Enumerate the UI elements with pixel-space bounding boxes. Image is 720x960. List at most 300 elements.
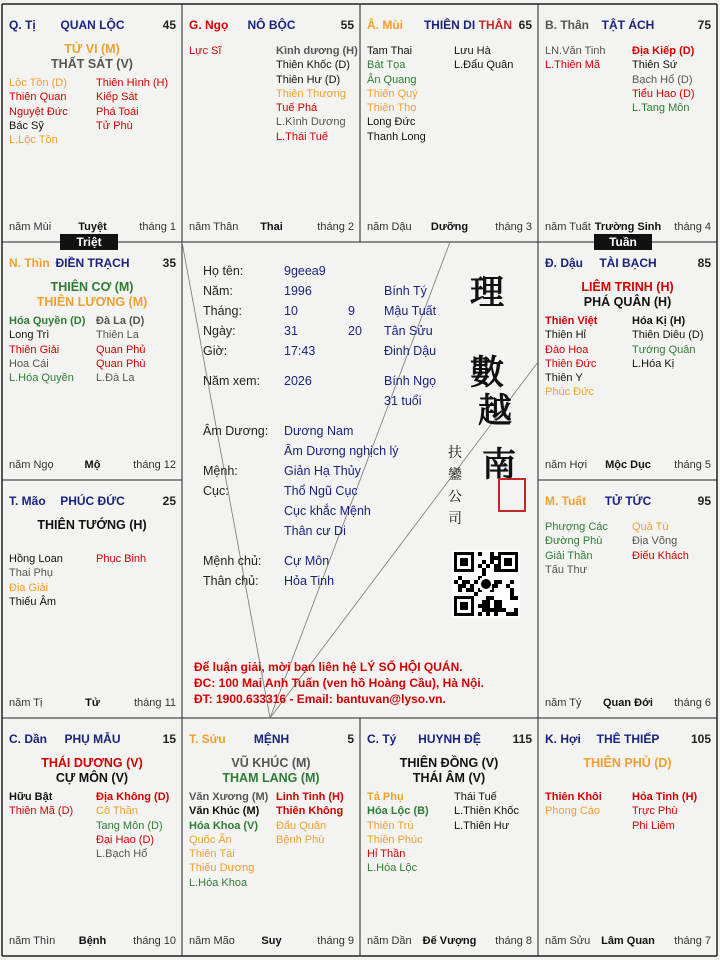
- qr-module: [490, 552, 494, 556]
- star: L.Thiên Mã: [545, 59, 601, 72]
- qr-module: [458, 576, 462, 580]
- palace-number: 85: [697, 256, 711, 270]
- palace-4[interactable]: [538, 242, 717, 480]
- main-star: THIÊN TƯỚNG (H): [37, 518, 147, 532]
- info-label: Tháng:: [203, 304, 242, 318]
- palace-month: tháng 4: [674, 221, 711, 233]
- main-star: LIÊM TRINH (H): [581, 280, 674, 294]
- palace-footer: [9, 221, 176, 234]
- center-panel: [182, 242, 538, 718]
- red-seal: [498, 478, 526, 512]
- palace-footer: [545, 221, 711, 234]
- calligraphy-char: 南: [482, 445, 516, 485]
- qr-module: [462, 584, 466, 588]
- main-star: PHÁ QUÂN (H): [583, 295, 672, 309]
- seal-char: 扶: [448, 445, 462, 461]
- star: Thiên Sứ: [632, 59, 678, 72]
- palace-stage: Tuyệt: [78, 221, 107, 233]
- star: L.Kình Dương: [276, 116, 346, 129]
- star: Hồng Loan: [9, 553, 63, 565]
- palace-footer: [545, 697, 711, 710]
- info-canchi: Bính Tý: [384, 284, 427, 298]
- palace-branch: C. Tý: [367, 732, 397, 746]
- palace-branch: B. Thân: [545, 18, 589, 32]
- am-duong-label: Âm Dương:: [203, 424, 269, 438]
- star: Văn Khúc (M): [189, 805, 260, 818]
- palace-footer: [9, 697, 176, 710]
- palace-name: NÔ BỘC: [247, 18, 296, 32]
- palace-branch: Â. Mùi: [367, 18, 403, 32]
- palace-header: [9, 732, 176, 746]
- info-label: Năm:: [203, 284, 233, 298]
- star: Tử Phù: [96, 119, 133, 132]
- qr-module: [498, 600, 502, 604]
- qr-module: [470, 584, 474, 588]
- qr-module: [482, 572, 486, 576]
- age: 31 tuổi: [384, 394, 422, 408]
- info-value: 2026: [284, 374, 312, 388]
- palace-month: tháng 12: [133, 459, 176, 471]
- star: Thiên Hình (H): [96, 77, 169, 89]
- stars-right: [632, 520, 689, 563]
- stars-right: [454, 790, 519, 833]
- star: Lực Sĩ: [189, 45, 222, 57]
- menh-chu-value: Cự Môn: [284, 554, 330, 568]
- qr-module: [498, 604, 502, 608]
- star: L.Hóa Quyền: [9, 372, 74, 385]
- palace-7[interactable]: [360, 718, 538, 956]
- calligraphy-char: 越: [478, 391, 512, 431]
- palace-name: TẬT ÁCH: [601, 18, 655, 32]
- qr-module: [482, 600, 486, 604]
- palace-11[interactable]: [2, 242, 182, 480]
- star: Phúc Đức: [545, 386, 594, 399]
- stars-right: [454, 44, 513, 73]
- qr-module: [478, 604, 482, 608]
- star: Thiên Khôi: [545, 791, 602, 803]
- palace-stage: Quan Đới: [603, 697, 653, 709]
- palace-month: tháng 6: [674, 697, 711, 709]
- palace-year: năm Dậu: [367, 221, 412, 233]
- star: Phong Cáo: [545, 805, 601, 818]
- stars-right: [276, 790, 344, 847]
- star: Hóa Kị (H): [632, 315, 686, 327]
- star: Phượng Các: [545, 521, 608, 533]
- star: Long Trì: [9, 329, 50, 342]
- palace-month: tháng 2: [317, 221, 354, 233]
- main-star: THÁI ÂM (V): [412, 771, 486, 785]
- than-chu-label: Thân chủ:: [203, 574, 259, 588]
- calligraphy-char: 數: [470, 353, 504, 393]
- star: L.Thái Tuế: [276, 130, 328, 143]
- palace-header: [9, 494, 176, 508]
- star: Đẩu Quân: [276, 819, 327, 832]
- palace-header: [545, 732, 711, 746]
- qr-module: [514, 612, 518, 616]
- palace-footer: [189, 935, 354, 948]
- star: Hỉ Thần: [367, 848, 406, 861]
- star: Địa Không (D): [96, 791, 170, 803]
- qr-module: [490, 596, 494, 600]
- than-marker: THÂN: [478, 18, 512, 32]
- palace-year: năm Mùi: [9, 221, 52, 233]
- qr-module: [510, 588, 514, 592]
- palace-name: MỆNH: [253, 732, 290, 746]
- palace-stage: Đế Vượng: [422, 935, 477, 947]
- menh-label: Mệnh:: [203, 464, 238, 478]
- star: Tấu Thư: [545, 563, 588, 576]
- palace-year: năm Mão: [189, 935, 235, 947]
- palace-stage: Trường Sinh: [594, 221, 662, 233]
- palace-number: 15: [162, 732, 176, 746]
- qr-module: [494, 580, 498, 584]
- qr-module: [510, 612, 514, 616]
- qr-module: [490, 560, 494, 564]
- star: Đại Hao (D): [96, 833, 155, 846]
- seal-char: 公: [448, 489, 462, 505]
- palace-name: THÊ THIẾP: [596, 732, 660, 746]
- star: Tang Môn (D): [96, 819, 163, 832]
- palace-footer: [367, 221, 532, 234]
- palace-footer: [189, 221, 354, 234]
- calligraphy-char: 理: [470, 273, 504, 313]
- stars-right: [632, 314, 704, 371]
- star: Thai Phụ: [9, 567, 54, 580]
- palace-header: [189, 732, 354, 746]
- palace-number: 35: [162, 256, 176, 270]
- info-value: 10: [284, 304, 298, 318]
- star: Văn Xương (M): [189, 791, 269, 803]
- stars-left: [545, 790, 602, 819]
- qr-module: [494, 608, 498, 612]
- palace-header: [9, 256, 176, 270]
- stars-right: [96, 76, 168, 133]
- star: LN.Văn Tinh: [545, 45, 606, 57]
- stars-left: [367, 790, 429, 876]
- star: L.Đẩu Quân: [454, 59, 514, 72]
- palace-2[interactable]: [360, 4, 538, 242]
- palace-header: [189, 18, 354, 32]
- star: Bát Tọa: [367, 59, 406, 72]
- star: Thiên Mã (D): [9, 805, 74, 818]
- star: Hữu Bật: [9, 791, 53, 803]
- star: Thiếu Dương: [189, 862, 255, 875]
- star: L.Bạch Hổ: [96, 848, 148, 861]
- stars-left: [189, 44, 221, 58]
- palace-number: 105: [690, 732, 711, 746]
- palace-number: 95: [697, 494, 711, 508]
- qr-module: [502, 608, 506, 612]
- star: Hóa Quyền (D): [9, 315, 86, 327]
- palace-branch: Q. Tị: [9, 18, 36, 32]
- stars-left: [9, 552, 63, 609]
- palace-month: tháng 5: [674, 459, 711, 471]
- palace-3[interactable]: [538, 4, 717, 242]
- palace-header: [545, 256, 711, 270]
- star: L.Thiên Hư: [454, 819, 510, 832]
- stars-left: [9, 76, 68, 147]
- stars-left: [545, 520, 608, 577]
- stars-right: [96, 314, 146, 385]
- palace-footer: [545, 935, 711, 948]
- qr-module: [458, 584, 462, 588]
- star: Thiên Hư (D): [276, 73, 341, 86]
- palace-year: năm Hợi: [545, 459, 588, 471]
- star: Địa Kiếp (D): [632, 45, 695, 57]
- triet-tag: Triệt: [60, 234, 118, 250]
- palace-stage: Tử: [85, 697, 100, 709]
- palace-branch: C. Dần: [9, 732, 48, 746]
- star: Thiên Tài: [189, 848, 235, 861]
- palace-name: TÀI BẠCH: [599, 256, 657, 270]
- info-value: 9geea9: [284, 264, 326, 278]
- star: Cô Thần: [96, 805, 138, 818]
- star: Long Đức: [367, 116, 416, 129]
- star: Quan Phủ: [96, 343, 146, 356]
- star: L.Lộc Tồn: [9, 134, 58, 147]
- star: Địa Võng: [632, 535, 678, 548]
- palace-stage: Lâm Quan: [601, 935, 655, 947]
- menh-chu-label: Mệnh chủ:: [203, 554, 262, 568]
- palace-name: TỬ TỨC: [604, 494, 652, 508]
- qr-module: [474, 592, 478, 596]
- palace-6[interactable]: [538, 718, 717, 956]
- palace-name: PHỤ MẪU: [64, 732, 121, 746]
- star: Thiên Việt: [545, 315, 598, 327]
- palace-number: 55: [340, 18, 354, 32]
- star: Thiên Diêu (D): [632, 329, 704, 342]
- star: Kiếp Sát: [96, 91, 138, 104]
- qr-module: [460, 602, 468, 610]
- info-label: Ngày:: [203, 324, 236, 338]
- star: Thái Tuế: [454, 791, 497, 803]
- palace-1[interactable]: [182, 4, 360, 242]
- palace-name: THIÊN DI: [423, 18, 476, 32]
- star: Thiên Không: [276, 805, 344, 818]
- stars-right: [276, 44, 358, 144]
- than-chu-value: Hỏa Tinh: [284, 574, 335, 588]
- qr-module: [498, 580, 502, 584]
- star: L.Hóa Kị: [632, 357, 675, 370]
- stars-left: [545, 314, 597, 400]
- palace-month: tháng 7: [674, 935, 711, 947]
- qr-module: [486, 564, 490, 568]
- palace-0[interactable]: [2, 4, 182, 242]
- qr-module: [482, 604, 486, 608]
- palace-8[interactable]: [182, 718, 360, 956]
- qr-module: [506, 584, 510, 588]
- stars-right: [632, 790, 697, 833]
- palace-stage: Suy: [261, 935, 282, 947]
- qr-module: [486, 600, 490, 604]
- main-star: THÁI DƯƠNG (V): [41, 756, 143, 770]
- menh-value: Giản Hạ Thủy: [284, 464, 361, 478]
- main-star: VŨ KHÚC (M): [231, 756, 311, 770]
- palace-branch: K. Hợi: [545, 732, 581, 746]
- palace-year: năm Thân: [189, 221, 239, 233]
- palace-footer: [367, 935, 532, 948]
- qr-module: [478, 564, 482, 568]
- qr-module: [486, 612, 490, 616]
- star: Thiên Giải: [9, 343, 60, 356]
- palace-month: tháng 8: [495, 935, 532, 947]
- qr-module: [482, 568, 486, 572]
- contact-address: ĐC: 100 Mai Anh Tuấn (ven hồ Hoàng Cầu), Hà Nội.: [194, 676, 485, 690]
- star: Phục Binh: [96, 553, 147, 565]
- star: L.Tang Môn: [632, 102, 690, 115]
- palace-name: HUYNH ĐỆ: [418, 732, 481, 746]
- star: Tiểu Hao (D): [632, 87, 695, 100]
- palace-header: [545, 18, 711, 32]
- palace-year: năm Dần: [367, 935, 412, 947]
- palace-header: [545, 494, 711, 508]
- palace-year: năm Tị: [9, 697, 43, 709]
- main-star: THIÊN LƯƠNG (M): [36, 295, 148, 309]
- palace-number: 75: [697, 18, 711, 32]
- palace-branch: N. Thìn: [9, 256, 50, 270]
- star: Hóa Khoa (V): [189, 819, 259, 832]
- star: L.Hóa Khoa: [189, 876, 248, 889]
- cuc-label: Cục:: [203, 484, 229, 498]
- star: Bạch Hổ (D): [632, 73, 693, 86]
- than-cu: Thân cư Di: [284, 524, 346, 538]
- star: Quả Tú: [632, 521, 669, 533]
- palace-month: tháng 10: [133, 935, 176, 947]
- info-canchi: Tân Sửu: [384, 324, 433, 338]
- palace-9[interactable]: [2, 718, 182, 956]
- stars-right: [96, 790, 169, 861]
- palace-name: QUAN LỘC: [60, 18, 125, 32]
- info-canchi: Bính Ngọ: [384, 374, 437, 388]
- tuan-tag: Tuần: [594, 234, 652, 250]
- star: Kình dương (H): [276, 45, 358, 57]
- qr-module: [490, 608, 494, 612]
- palace-year: năm Tuất: [545, 221, 591, 233]
- qr-module: [498, 608, 502, 612]
- qr-module: [474, 580, 478, 584]
- palace-name: PHÚC ĐỨC: [60, 494, 125, 508]
- palace-year: năm Thìn: [9, 935, 56, 947]
- palace-header: [9, 18, 176, 32]
- star: Thiên Đức: [545, 357, 597, 370]
- star: Điếu Khách: [632, 549, 689, 562]
- palace-branch: M. Tuất: [545, 494, 587, 508]
- palace-stage: Dưỡng: [430, 221, 469, 233]
- star: Thiếu Âm: [9, 595, 57, 608]
- palace-stage: Thai: [260, 221, 283, 233]
- star: Thiên Y: [545, 372, 583, 385]
- palace-stage: Bệnh: [78, 935, 107, 947]
- star: Hoa Cái: [9, 357, 49, 370]
- star: Giải Thần: [545, 549, 593, 562]
- qr-module: [494, 604, 498, 608]
- palace-year: năm Sửu: [545, 935, 591, 947]
- qr-module: [510, 592, 514, 596]
- qr-module: [504, 558, 512, 566]
- palace-10[interactable]: [2, 480, 182, 718]
- contact-line-1: Để luận giải, mời bạn liên hệ LÝ SỐ HỘI QUÁN.: [194, 660, 463, 674]
- qr-module: [486, 608, 490, 612]
- star: Địa Giải: [9, 581, 49, 594]
- palace-year: năm Ngọ: [9, 459, 54, 471]
- palace-header: [367, 18, 532, 32]
- main-star: THẤT SÁT (V): [51, 57, 133, 71]
- info-value: 17:43: [284, 344, 316, 358]
- star: Thiên Khốc (D): [276, 59, 350, 72]
- palace-footer: [545, 459, 711, 472]
- contact-phone-email[interactable]: ĐT: 1900.633316 - Email: bantuvan@lyso.vn.: [194, 692, 446, 706]
- info-canchi: Đinh Dậu: [384, 344, 437, 358]
- stars-right: [96, 552, 146, 566]
- palace-branch: G. Ngọ: [189, 18, 229, 32]
- qr-module: [486, 604, 490, 608]
- qr-module: [460, 558, 468, 566]
- stars-left: [9, 790, 73, 819]
- star: Quan Phù: [96, 357, 146, 370]
- palace-5[interactable]: [538, 480, 717, 718]
- info-label: Họ tên:: [203, 264, 244, 278]
- main-star: THIÊN CƠ (M): [50, 280, 134, 294]
- stars-left: [367, 44, 426, 144]
- main-star: TỬ VI (M): [64, 42, 120, 56]
- palace-number: 65: [518, 18, 532, 32]
- star: Đường Phù: [545, 535, 603, 548]
- qr-module: [514, 596, 518, 600]
- palace-month: tháng 11: [133, 697, 176, 709]
- star: Thiên La: [96, 329, 139, 342]
- qr-module: [470, 588, 474, 592]
- star: Đà La (D): [96, 315, 145, 327]
- seal-char: 司: [448, 511, 462, 527]
- qr-module: [462, 580, 466, 584]
- qr-module: [458, 588, 462, 592]
- info-label: Giờ:: [203, 344, 228, 358]
- qr-code[interactable]: [452, 550, 520, 618]
- stars-left: [189, 790, 268, 890]
- star: L.Thiên Khốc: [454, 805, 519, 818]
- star: Lộc Tồn (D): [9, 77, 67, 89]
- cuc-note: Cục khắc Mệnh: [284, 504, 371, 518]
- star: Hóa Lộc (B): [367, 805, 429, 818]
- qr-module: [490, 556, 494, 560]
- qr-module: [478, 552, 482, 556]
- palace-month: tháng 1: [139, 221, 176, 233]
- star: Hỏa Tinh (H): [632, 791, 698, 803]
- palace-year: năm Tý: [545, 697, 582, 709]
- star: Ân Quang: [367, 73, 417, 86]
- am-duong-note: Âm Dương nghịch lý: [284, 444, 399, 458]
- qr-module: [494, 612, 498, 616]
- qr-module: [514, 608, 518, 612]
- main-star: THIÊN PHỦ (D): [583, 756, 672, 770]
- palace-footer: [9, 935, 176, 948]
- palace-stage: Mộc Dục: [605, 459, 651, 471]
- seal-char: 鑾: [448, 467, 462, 483]
- qr-module: [506, 612, 510, 616]
- info-lunar: 20: [348, 324, 362, 338]
- palace-number: 115: [512, 732, 532, 746]
- palace-header: [367, 732, 532, 746]
- star: Trực Phù: [632, 805, 678, 818]
- palace-branch: T. Sửu: [189, 732, 226, 746]
- star: Thiên Quan: [9, 91, 67, 104]
- star: Bệnh Phù: [276, 833, 325, 846]
- palace-name: ĐIỀN TRẠCH: [55, 256, 130, 270]
- star: Tuế Phá: [276, 102, 318, 115]
- qr-module: [466, 588, 470, 592]
- qr-module: [466, 580, 470, 584]
- palace-branch: Đ. Dậu: [545, 256, 584, 270]
